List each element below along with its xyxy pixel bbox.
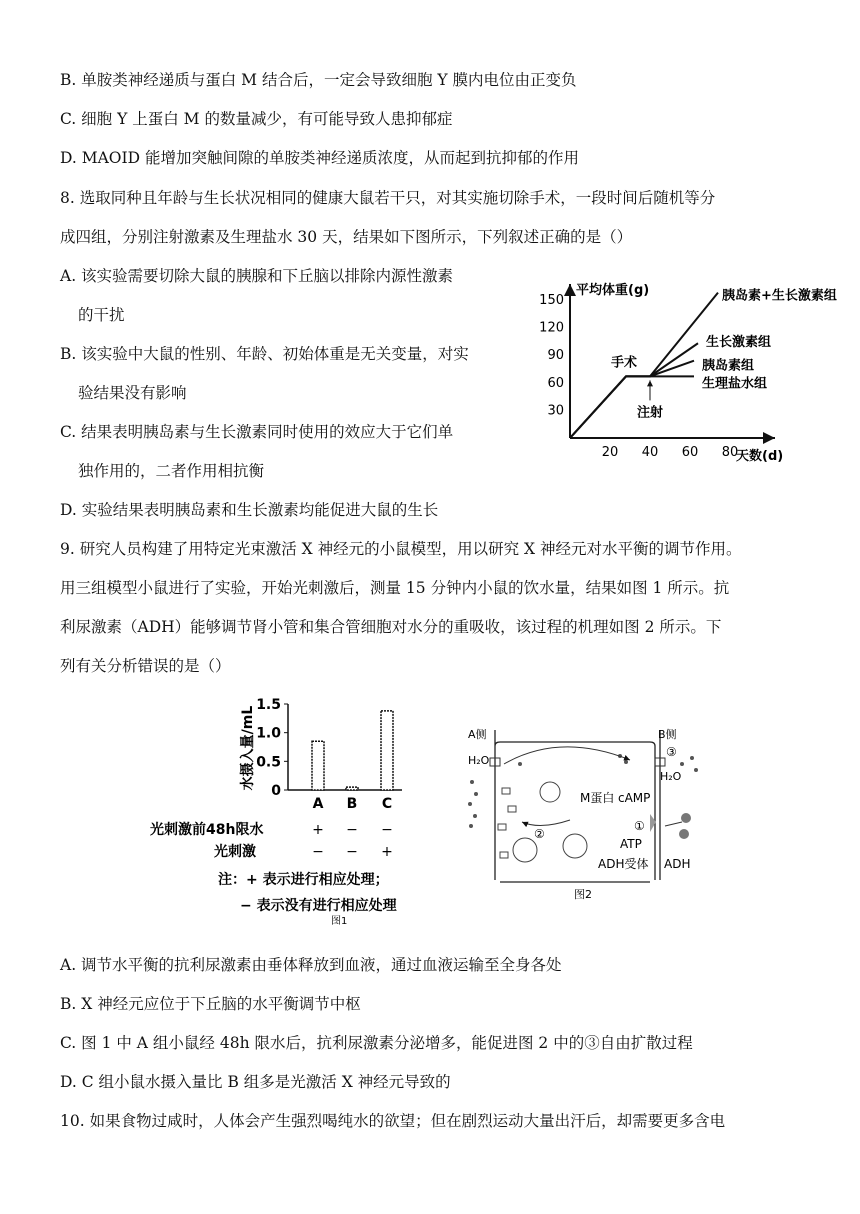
y-tick-label: 30 bbox=[547, 403, 564, 419]
x-axis-label: 天数(d) bbox=[736, 449, 784, 464]
camp-label: cAMP bbox=[618, 791, 651, 805]
treatment-mark: − bbox=[346, 844, 358, 860]
transport-arrow bbox=[504, 747, 630, 764]
treatment-row-label: 光刺激前48h限水 bbox=[150, 822, 264, 838]
y-axis-label: 平均体重(g) bbox=[576, 283, 650, 298]
y-tick-label: 120 bbox=[539, 320, 564, 336]
number-2: ② bbox=[534, 827, 545, 841]
h2o-right-label: H₂O bbox=[660, 770, 682, 783]
y-tick-label: 150 bbox=[539, 293, 564, 308]
note-line2: − 表示没有进行相应处理 bbox=[240, 898, 397, 914]
x-tick-label: 40 bbox=[641, 445, 659, 460]
bar bbox=[381, 711, 393, 790]
y-tick-label: 90 bbox=[547, 348, 564, 364]
q8-option-b-line1: B. 该实验中大鼠的性别、年龄、初始体重是无关变量，对实 bbox=[60, 345, 469, 363]
weight-line-chart bbox=[530, 276, 837, 466]
number-1: ① bbox=[634, 819, 645, 833]
series-label: 生长激素组 bbox=[706, 335, 772, 351]
q8-stem-line1: 8. 选取同种且年龄与生长状况相同的健康大鼠若干只，对其实施切除手术，一段时间后随机等分 bbox=[60, 189, 716, 207]
q9-stem-line3: 利尿激素（ADH）能够调节肾小管和集合管细胞对水分的重吸收，该过程的机理如图 2 所示。下 bbox=[60, 618, 722, 636]
figure1-caption: 图1 bbox=[331, 916, 348, 927]
atp-label: ATP bbox=[620, 837, 642, 851]
bar bbox=[312, 741, 324, 790]
treatment-row-label: 光刺激 bbox=[214, 844, 256, 860]
x-tick-label: 20 bbox=[601, 445, 619, 460]
q8-option-a-line2: 的干扰 bbox=[78, 306, 125, 324]
a-side-label: A侧 bbox=[468, 728, 487, 741]
q7-option-d: D. MAOID 能增加突触间隙的单胺类神经递质浓度，从而起到抗抑郁的作用 bbox=[60, 149, 579, 167]
treatment-mark: − bbox=[381, 822, 393, 838]
x-tick-label: 80 bbox=[721, 445, 739, 460]
q8-option-d: D. 实验结果表明胰岛素和生长激素均能促进大鼠的生长 bbox=[60, 501, 439, 519]
q9-option-d: D. C 组小鼠水摄入量比 B 组多是光激活 X 神经元导致的 bbox=[60, 1073, 451, 1091]
treatment-mark: − bbox=[346, 822, 358, 838]
y-tick-label: 1.5 bbox=[256, 697, 281, 713]
aquaporin-channel-icon bbox=[490, 758, 665, 766]
series-label: 胰岛素+生长激素组 bbox=[722, 288, 837, 304]
q9-stem-line2: 用三组模型小鼠进行了实验，开始光刺激后，测量 15 分钟内小鼠的饮水量，结果如图 1 所示。抗 bbox=[60, 579, 730, 597]
x-tick-label: 60 bbox=[681, 445, 699, 460]
y-tick-label: 60 bbox=[547, 375, 564, 391]
series-line bbox=[570, 376, 694, 438]
q9-stem-line4: 列有关分析错误的是（） bbox=[60, 657, 231, 675]
treatment-mark: + bbox=[381, 844, 393, 860]
treatment-mark: + bbox=[312, 822, 324, 838]
q9-option-c: C. 图 1 中 A 组小鼠经 48h 限水后，抗利尿激素分泌增多，能促进图 2 中的③自由扩散过程 bbox=[60, 1034, 693, 1052]
q8-stem-line2: 成四组，分别注射激素及生理盐水 30 天，结果如下图所示，下列叙述正确的是（） bbox=[60, 228, 633, 246]
q8-option-b-line2: 验结果没有影响 bbox=[78, 384, 187, 402]
q7-option-b: B. 单胺类神经递质与蛋白 M 结合后，一定会导致细胞 Y 膜内电位由正变负 bbox=[60, 71, 577, 89]
series-label: 胰岛素组 bbox=[702, 358, 755, 374]
m-protein-label: M蛋白 bbox=[580, 791, 615, 805]
x-category-label: A bbox=[312, 796, 324, 812]
vesicle-icon bbox=[498, 782, 587, 862]
h2o-left-label: H₂O bbox=[468, 754, 490, 767]
bar bbox=[346, 787, 358, 790]
x-category-label: C bbox=[381, 796, 393, 812]
x-category-label: B bbox=[346, 796, 358, 812]
q8-option-c-line1: C. 结果表明胰岛素与生长激素同时使用的效应大于它们单 bbox=[60, 423, 454, 441]
annotation-surgery: 手术 bbox=[610, 355, 638, 371]
series-label: 生理盐水组 bbox=[702, 376, 768, 392]
number-3: ③ bbox=[666, 745, 677, 759]
y-tick-label: 1.0 bbox=[256, 725, 281, 742]
water-intake-bar-chart bbox=[140, 690, 450, 928]
q9-option-a: A. 调节水平衡的抗利尿激素由垂体释放到血液，通过血液运输至全身各处 bbox=[60, 956, 562, 974]
adh-receptor-label: ADH受体 bbox=[598, 857, 649, 871]
series-line bbox=[570, 361, 694, 438]
vesicle-arrow bbox=[522, 820, 570, 826]
note-line1: 注：+ 表示进行相应处理； bbox=[218, 872, 389, 888]
q9-stem-line1: 9. 研究人员构建了用特定光束激活 X 神经元的小鼠模型，用以研究 X 神经元对水平衡的调节作用。 bbox=[60, 540, 742, 558]
q7-option-c: C. 细胞 Y 上蛋白 M 的数量减少，有可能导致人患抑郁症 bbox=[60, 110, 453, 128]
figure2-caption: 图2 bbox=[574, 888, 592, 901]
q8-option-c-line2: 独作用的，二者作用相抗衡 bbox=[78, 462, 265, 480]
annotation-injection: 注射 bbox=[636, 405, 664, 421]
b-side-label: B侧 bbox=[658, 728, 677, 741]
y-tick-label: 0.5 bbox=[256, 754, 281, 771]
y-axis-label: 水摄入量/mL bbox=[240, 705, 256, 791]
adh-label: ADH bbox=[664, 857, 691, 871]
q10-stem-line1: 10. 如果食物过咸时，人体会产生强烈喝纯水的欲望；但在剧烈运动大量出汗后，却需要更多含电 bbox=[60, 1112, 726, 1130]
receptor-icon bbox=[650, 813, 691, 839]
y-tick-label: 0 bbox=[271, 783, 281, 799]
adh-mechanism-diagram bbox=[460, 722, 710, 907]
treatment-mark: − bbox=[312, 844, 324, 860]
q8-option-a-line1: A. 该实验需要切除大鼠的胰腺和下丘脑以排除内源性激素 bbox=[60, 267, 454, 285]
q9-option-b: B. X 神经元应位于下丘脑的水平衡调节中枢 bbox=[60, 995, 361, 1013]
